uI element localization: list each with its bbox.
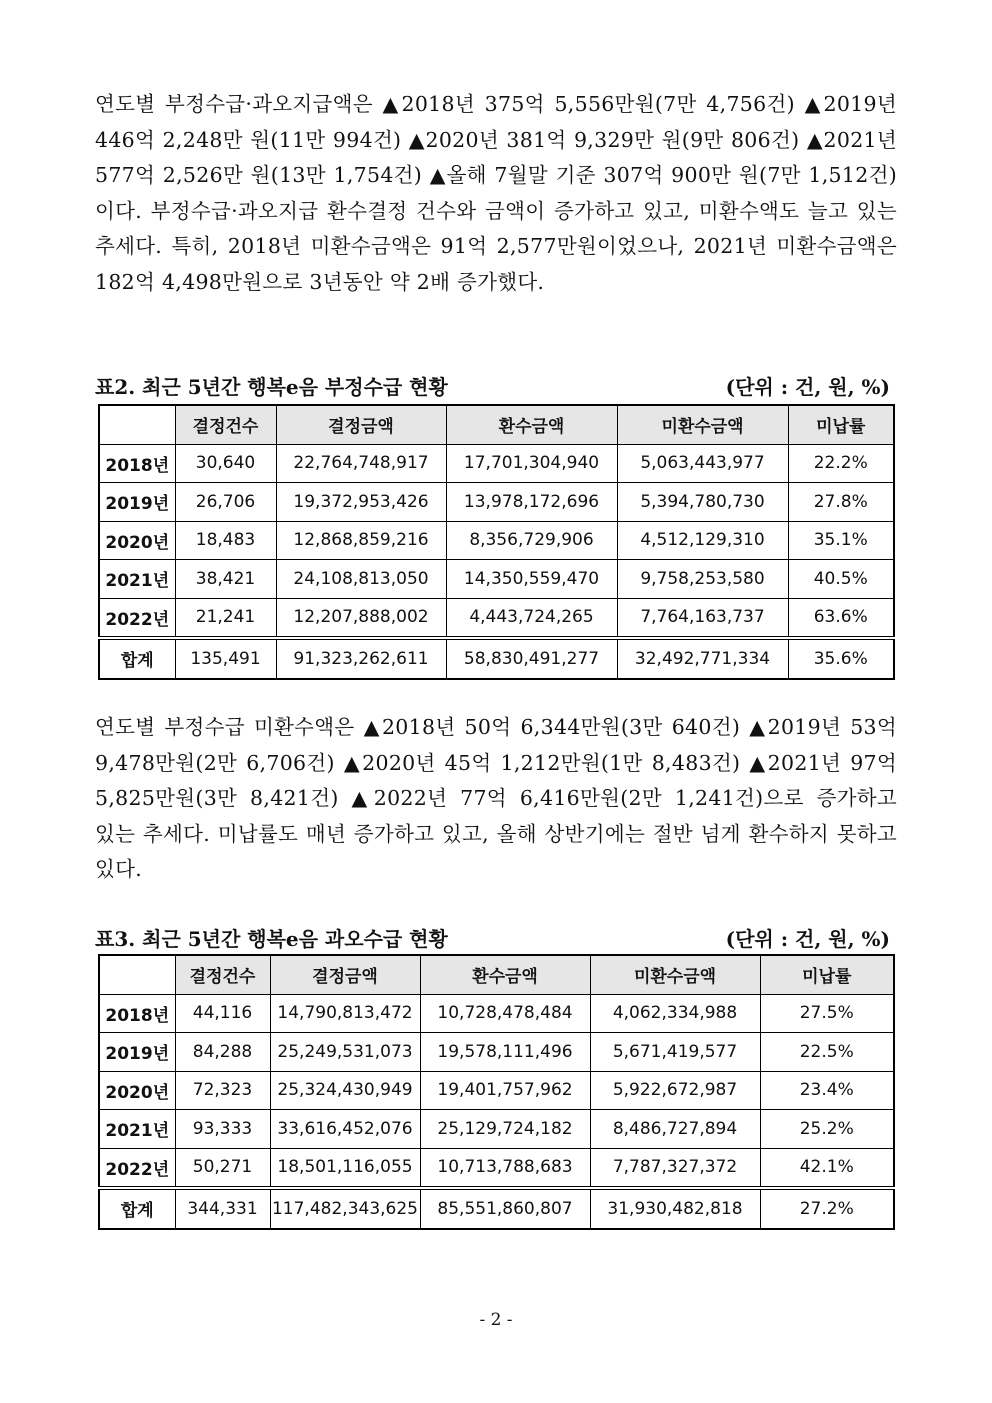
row-year: 2022년 (99, 1148, 175, 1188)
row-year: 2021년 (99, 1110, 175, 1149)
table-cell: 12,868,859,216 (276, 521, 446, 560)
table-cell: 5,671,419,577 (590, 1033, 760, 1072)
table-cell: 13,978,172,696 (446, 483, 617, 522)
header-cell: 결정금액 (270, 955, 420, 994)
table-caption (95, 371, 890, 401)
table-cell: 14,350,559,470 (446, 560, 617, 599)
table-cell: 91,323,262,611 (276, 638, 446, 679)
table-cell: 85,551,860,807 (420, 1188, 590, 1229)
table-cell: 33,616,452,076 (270, 1110, 420, 1149)
table-row (99, 521, 894, 560)
paragraph-overpayment-by-year: 연도별 부정수급·과오지급액은 ▲2018년 375억 5,556만원(7만 4,756건) ▲2019년 446억 2,248만 원(11만 994건) ▲2020년 381억 9,329만 원(9만 806건) ▲2021년 577억 2,526만 원(13만 1,754건) ▲올해 7월말 기준 307억 900만 원(7만 1,512건)이다. 부정수급·과오지급 환수결정 건수와 금액이 증가하고 있고, 미환수액도 늘고 있는 추세다. 특히, 2018년 미환수금액은 91억 2,577만원이었으나, 2021년 미환수금액은 182억 4,498만원으로 3년동안 약 2배 증가했다. (95, 92, 897, 294)
table-cell: 10,713,788,683 (420, 1148, 590, 1188)
table-cell: 27.2% (760, 1188, 894, 1229)
table-cell: 35.1% (788, 521, 894, 560)
header-corner (99, 405, 175, 444)
header-cell: 미환수금액 (617, 405, 788, 444)
row-total-label: 합계 (99, 1188, 175, 1229)
table-cell: 4,512,129,310 (617, 521, 788, 560)
row-year: 2020년 (99, 521, 175, 560)
table-cell: 7,787,327,372 (590, 1148, 760, 1188)
table-row (99, 483, 894, 522)
fraud-receipt-table (98, 404, 895, 680)
table-cell: 18,501,116,055 (270, 1148, 420, 1188)
table-cell: 84,288 (175, 1033, 270, 1072)
table-unit: (단위 : 건, 원, %) (725, 375, 890, 399)
table-cell: 24,108,813,050 (276, 560, 446, 599)
table-row (99, 1071, 894, 1110)
header-cell: 결정건수 (175, 405, 276, 444)
paragraph-unrecovered-by-year: 연도별 부정수급 미환수액은 ▲2018년 50억 6,344만원(3만 640건) ▲2019년 53억 9,478만원(2만 6,706건) ▲2020년 45억 1,212만원(1만 8,483건) ▲2021년 97억 5,825만원(3만 8,421건) ▲2022년 77억 6,416만원(2만 1,241건)으로 증가하고 있는 추세다. 미납률도 매년 증가하고 있고, 올해 상반기에는 절반 넘게 환수하지 못하고 있다. (95, 715, 897, 881)
table-cell: 22,764,748,917 (276, 444, 446, 483)
table-caption (95, 923, 890, 953)
table-unit: (단위 : 건, 원, %) (725, 927, 890, 951)
table-cell: 135,491 (175, 638, 276, 679)
header-cell: 결정금액 (276, 405, 446, 444)
table-cell: 10,728,478,484 (420, 994, 590, 1033)
table-cell: 8,356,729,906 (446, 521, 617, 560)
header-cell: 결정건수 (175, 955, 270, 994)
row-year: 2019년 (99, 1033, 175, 1072)
table-cell: 25.2% (760, 1110, 894, 1149)
table-cell: 4,062,334,988 (590, 994, 760, 1033)
table-cell: 42.1% (760, 1148, 894, 1188)
header-cell: 미납률 (760, 955, 894, 994)
row-year: 2022년 (99, 598, 175, 638)
table-cell: 17,701,304,940 (446, 444, 617, 483)
table-cell: 63.6% (788, 598, 894, 638)
table-header-row (99, 405, 894, 444)
table-cell: 58,830,491,277 (446, 638, 617, 679)
table-cell: 25,129,724,182 (420, 1110, 590, 1149)
table-cell: 93,333 (175, 1110, 270, 1149)
row-total-label: 합계 (99, 638, 175, 679)
table-cell: 7,764,163,737 (617, 598, 788, 638)
row-year: 2019년 (99, 483, 175, 522)
table-cell: 23.4% (760, 1071, 894, 1110)
table-cell: 9,758,253,580 (617, 560, 788, 599)
row-year: 2021년 (99, 560, 175, 599)
header-cell: 미납률 (788, 405, 894, 444)
table-total-row (99, 638, 894, 679)
table-cell: 344,331 (175, 1188, 270, 1229)
table-header-row (99, 955, 894, 994)
table-row (99, 560, 894, 599)
overpayment-table (98, 954, 895, 1230)
table-cell: 117,482,343,625 (270, 1188, 420, 1229)
table-cell: 50,271 (175, 1148, 270, 1188)
row-year: 2018년 (99, 444, 175, 483)
table-cell: 72,323 (175, 1071, 270, 1110)
table-row (99, 1033, 894, 1072)
table-cell: 14,790,813,472 (270, 994, 420, 1033)
table-cell: 8,486,727,894 (590, 1110, 760, 1149)
page-number: - 2 - (479, 1310, 513, 1330)
header-cell: 환수금액 (446, 405, 617, 444)
row-year: 2018년 (99, 994, 175, 1033)
table-cell: 4,443,724,265 (446, 598, 617, 638)
table-title: 표3. 최근 5년간 행복e음 과오수급 현황 (95, 927, 448, 951)
header-cell: 미환수금액 (590, 955, 760, 994)
table-cell: 44,116 (175, 994, 270, 1033)
table-cell: 19,578,111,496 (420, 1033, 590, 1072)
table-cell: 26,706 (175, 483, 276, 522)
table-total-row (99, 1188, 894, 1229)
table-row (99, 1110, 894, 1149)
table-cell: 25,324,430,949 (270, 1071, 420, 1110)
table-row (99, 598, 894, 638)
table-row (99, 1148, 894, 1188)
table-cell: 25,249,531,073 (270, 1033, 420, 1072)
header-cell: 환수금액 (420, 955, 590, 994)
table-cell: 38,421 (175, 560, 276, 599)
table-cell: 19,372,953,426 (276, 483, 446, 522)
table-cell: 32,492,771,334 (617, 638, 788, 679)
table-cell: 27.5% (760, 994, 894, 1033)
table-cell: 40.5% (788, 560, 894, 599)
table-cell: 31,930,482,818 (590, 1188, 760, 1229)
table-cell: 35.6% (788, 638, 894, 679)
header-corner (99, 955, 175, 994)
table-cell: 12,207,888,002 (276, 598, 446, 638)
table-cell: 19,401,757,962 (420, 1071, 590, 1110)
table-cell: 27.8% (788, 483, 894, 522)
table-title: 표2. 최근 5년간 행복e음 부정수급 현황 (95, 375, 448, 399)
table-cell: 5,394,780,730 (617, 483, 788, 522)
table-cell: 5,922,672,987 (590, 1071, 760, 1110)
table-cell: 30,640 (175, 444, 276, 483)
table-cell: 5,063,443,977 (617, 444, 788, 483)
table-row (99, 994, 894, 1033)
row-year: 2020년 (99, 1071, 175, 1110)
table-cell: 18,483 (175, 521, 276, 560)
table-cell: 22.2% (788, 444, 894, 483)
table-row (99, 444, 894, 483)
table-cell: 22.5% (760, 1033, 894, 1072)
table-cell: 21,241 (175, 598, 276, 638)
